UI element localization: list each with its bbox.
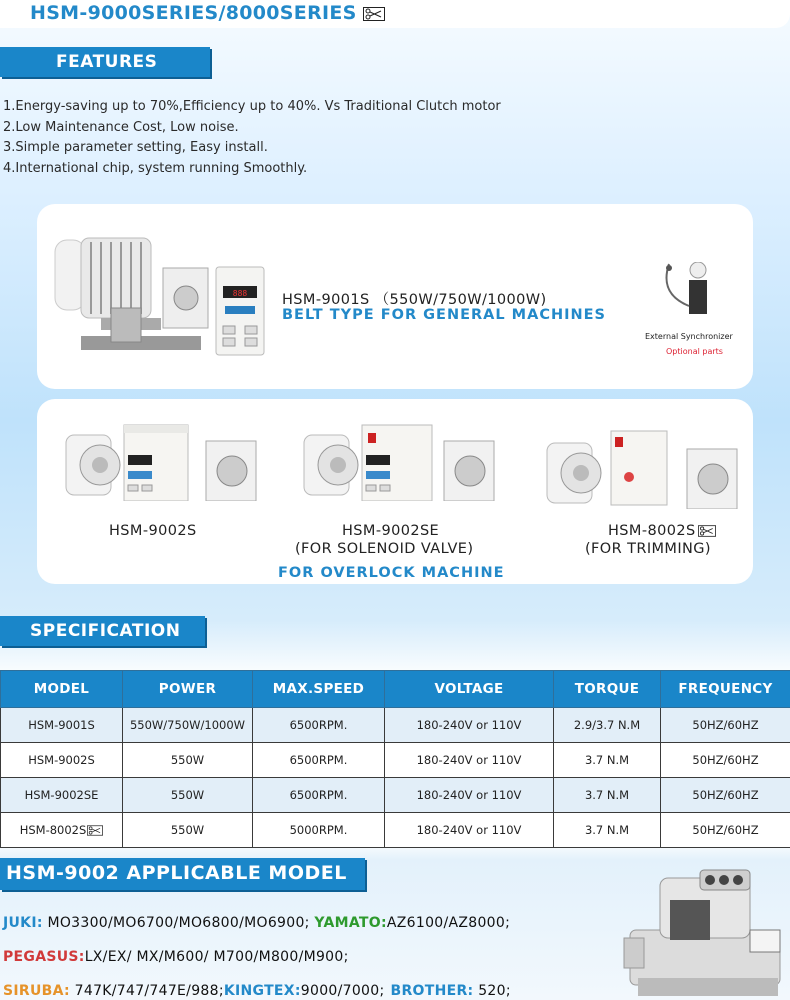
table-cell: 50HZ/60HZ: [661, 778, 790, 813]
optional-parts-label: Optional parts: [666, 347, 723, 356]
table-cell: 180-240V or 110V: [385, 708, 554, 743]
feature-item: 3.Simple parameter setting, Easy install.: [3, 140, 268, 155]
table-cell: 3.7 N.M: [554, 813, 661, 848]
spec-table: [0, 670, 790, 848]
specification-heading-text: SPECIFICATION: [30, 621, 181, 641]
scissors-icon: [698, 525, 716, 537]
product-card-bottom: [37, 399, 753, 584]
table-cell: 3.7 N.M: [554, 743, 661, 778]
scissors-icon: [363, 7, 385, 21]
models-juki: MO3300/MO6700/MO6800/MO6900;: [42, 915, 315, 931]
table-cell: 550W: [123, 743, 253, 778]
table-cell: HSM-9002SE: [1, 778, 123, 813]
column-header: VOLTAGE: [385, 671, 554, 708]
belt-type-label: BELT TYPE FOR GENERAL MACHINES: [282, 307, 606, 323]
table-cell: 180-240V or 110V: [385, 813, 554, 848]
model-8002s-text: HSM-8002S: [608, 523, 696, 539]
brand-kingtex: KINGTEX:: [223, 983, 301, 999]
applicable-line-2: [3, 949, 349, 965]
solenoid-valve-label: (FOR SOLENOID VALVE): [295, 541, 474, 557]
brand-siruba: SIRUBA:: [3, 983, 70, 999]
table-cell: 550W: [123, 813, 253, 848]
synchronizer-image: [659, 262, 709, 317]
models-yamato: AZ6100/AZ8000;: [386, 915, 511, 931]
page-title-text: HSM-9000SERIES/8000SERIES: [30, 2, 357, 24]
overlock-machine-image: [620, 860, 788, 998]
applicable-line-1: [3, 915, 510, 931]
feature-item: 2.Low Maintenance Cost, Low noise.: [3, 119, 239, 135]
model-9001s-label: HSM-9001S （550W/750W/1000W): [282, 292, 547, 308]
table-cell: 2.9/3.7 N.M: [554, 708, 661, 743]
model-9002se-label: HSM-9002SE: [342, 523, 440, 539]
cell-text: HSM-8002S: [19, 823, 87, 837]
hsm-9002se-image: [302, 421, 502, 501]
applicable-heading: [0, 858, 365, 890]
models-siruba: 747K/747/747E/988;: [69, 983, 224, 999]
table-cell: 50HZ/60HZ: [661, 813, 790, 848]
hsm-8002s-image: [545, 429, 745, 509]
table-cell: 180-240V or 110V: [385, 778, 554, 813]
table-cell: HSM-9002S: [1, 743, 123, 778]
hsm-9002s-image: [64, 421, 264, 501]
table-cell: 180-240V or 110V: [385, 743, 554, 778]
models-pegasus: LX/EX/ MX/M600/ M700/M800/M900;: [84, 949, 349, 965]
table-cell: 6500RPM.: [253, 778, 385, 813]
table-cell: 3.7 N.M: [554, 778, 661, 813]
column-header: MAX.SPEED: [253, 671, 385, 708]
table-cell: [1, 813, 123, 848]
table-row: [1, 743, 790, 778]
column-header: POWER: [123, 671, 253, 708]
table-cell: HSM-9001S: [1, 708, 123, 743]
synchronizer-label: External Synchronizer: [645, 332, 733, 341]
product-card-top: [37, 204, 753, 389]
table-cell: 50HZ/60HZ: [661, 743, 790, 778]
table-cell: 5000RPM.: [253, 813, 385, 848]
column-header: MODEL: [1, 671, 123, 708]
table-row: [1, 708, 790, 743]
applicable-heading-text: HSM-9002 APPLICABLE MODEL: [6, 862, 347, 884]
features-heading: [0, 47, 210, 77]
svg-text:888: 888: [232, 289, 248, 298]
model-8002s-label: [608, 523, 716, 539]
brand-yamato: YAMATO:: [314, 915, 387, 931]
column-header: FREQUENCY: [661, 671, 790, 708]
applicable-line-3: [3, 983, 511, 999]
models-kingtex: 9000/7000;: [300, 983, 385, 999]
features-list: [3, 97, 501, 179]
overlock-machine-label: FOR OVERLOCK MACHINE: [278, 565, 505, 581]
table-row: [1, 778, 790, 813]
model-9002s-label: HSM-9002S: [109, 523, 197, 539]
column-header: TORQUE: [554, 671, 661, 708]
title-bar: [0, 0, 790, 28]
scissors-icon: [87, 825, 103, 836]
table-cell: 6500RPM.: [253, 743, 385, 778]
table-row: [1, 813, 790, 848]
table-header-row: [1, 671, 790, 708]
brand-brother: BROTHER:: [390, 983, 474, 999]
brand-juki: JUKI:: [3, 915, 43, 931]
table-cell: 6500RPM.: [253, 708, 385, 743]
table-cell: 550W/750W/1000W: [123, 708, 253, 743]
table-cell: 50HZ/60HZ: [661, 708, 790, 743]
control-box-image: [215, 266, 265, 356]
page-title: [30, 2, 385, 24]
feature-item: 4.International chip, system running Smoothly.: [3, 160, 308, 176]
trimming-label: (FOR TRIMMING): [585, 541, 711, 557]
table-cell: 550W: [123, 778, 253, 813]
specification-heading: [0, 616, 205, 646]
brand-pegasus: PEGASUS:: [3, 949, 85, 965]
feature-item: 1.Energy-saving up to 70%,Efficiency up to 40%. Vs Traditional Clutch motor: [3, 99, 501, 114]
models-brother: 520;: [473, 983, 511, 999]
features-heading-text: FEATURES: [56, 52, 158, 72]
